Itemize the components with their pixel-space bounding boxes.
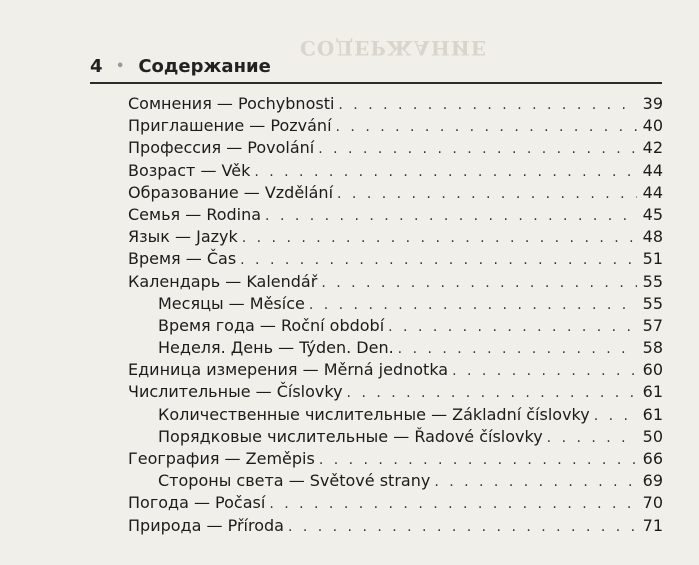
toc-entry-title: Профессия — Povolání bbox=[128, 138, 315, 158]
dot-leader bbox=[434, 474, 637, 490]
dot-leader bbox=[318, 141, 637, 157]
toc-entry-page: 58 bbox=[642, 338, 663, 358]
toc-entry-title: Образование — Vzdělání bbox=[128, 182, 334, 202]
toc-entry-title: Количественные числительные — Základní číslovky bbox=[158, 404, 590, 424]
toc-entry-title: Сомнения — Pochybnosti bbox=[128, 94, 335, 113]
toc-entry bbox=[128, 183, 663, 205]
toc-entry-title: Числительные — Číslovky bbox=[128, 382, 343, 402]
toc-entry bbox=[128, 360, 663, 382]
toc-entry bbox=[128, 471, 663, 493]
dot-leader bbox=[336, 119, 637, 135]
toc-entry bbox=[128, 205, 663, 227]
dot-leader bbox=[265, 208, 637, 224]
toc-entry-title: Природа — Příroda bbox=[128, 515, 284, 535]
toc-entry-title: Стороны света — Světové strany bbox=[158, 471, 431, 491]
bullet-icon: • bbox=[116, 59, 125, 74]
toc-entry bbox=[128, 382, 663, 404]
toc-entry-page: 44 bbox=[642, 160, 663, 180]
toc-entry bbox=[128, 427, 663, 449]
dot-leader bbox=[388, 319, 637, 335]
dot-leader bbox=[288, 519, 637, 535]
dot-leader bbox=[242, 230, 637, 246]
toc-entry-page: 61 bbox=[642, 382, 663, 402]
dot-leader bbox=[337, 186, 637, 202]
dot-leader bbox=[240, 252, 637, 268]
toc-entry bbox=[128, 94, 663, 116]
dot-leader bbox=[398, 341, 637, 357]
toc-entry-title: Возраст — Věk bbox=[128, 160, 251, 180]
toc-entry bbox=[128, 249, 663, 271]
dot-leader bbox=[269, 496, 637, 512]
toc-entry-title: Время — Čas bbox=[128, 249, 237, 269]
toc-entry-title: Погода — Počasí bbox=[128, 493, 266, 513]
toc-entry-page: 57 bbox=[642, 315, 663, 335]
toc-entry-page: 71 bbox=[642, 515, 663, 535]
toc-entry-page: 48 bbox=[642, 227, 663, 247]
dot-leader bbox=[347, 385, 637, 401]
dot-leader bbox=[319, 452, 637, 468]
toc-entry bbox=[128, 316, 663, 338]
toc-entry-title: Единица измерения — Měrná jednotka bbox=[128, 360, 449, 380]
toc-entry-title: Порядковые числительные — Řadové číslovky bbox=[158, 426, 543, 446]
dot-leader bbox=[254, 164, 637, 180]
page-header bbox=[90, 56, 660, 77]
toc-entry-title: Время года — Roční období bbox=[158, 315, 385, 335]
dot-leader bbox=[452, 363, 637, 379]
dot-leader bbox=[338, 97, 637, 113]
dot-leader bbox=[309, 297, 637, 313]
bleed-through-text: СОДЕРЖАНИЕ bbox=[300, 36, 487, 60]
toc-entry-title: Семья — Rodina bbox=[128, 204, 262, 224]
toc-entry-page: 44 bbox=[642, 182, 663, 202]
toc-entry-title: Язык — Jazyk bbox=[128, 227, 238, 247]
header-rule bbox=[90, 82, 662, 84]
toc-entry-page: 45 bbox=[642, 204, 663, 224]
toc-entry bbox=[128, 161, 663, 183]
toc-entry bbox=[128, 449, 663, 471]
dot-leader bbox=[321, 275, 637, 291]
toc-entry-title: Приглашение — Pozvání bbox=[128, 116, 332, 136]
dot-leader bbox=[594, 408, 637, 424]
toc-entry-title: Календарь — Kalendář bbox=[128, 271, 318, 291]
toc-entry bbox=[128, 294, 663, 316]
toc-entry-page: 66 bbox=[642, 449, 663, 468]
toc-entry-page: 39 bbox=[642, 94, 663, 113]
toc-entry-page: 70 bbox=[642, 493, 663, 513]
toc-entry-title: Неделя. День — Týden. Den. bbox=[158, 338, 394, 358]
toc-entry-title: География — Zeměpis bbox=[128, 449, 315, 468]
table-of-contents bbox=[128, 94, 663, 538]
dot-leader bbox=[547, 430, 637, 446]
toc-entry bbox=[128, 405, 663, 427]
toc-entry-page: 50 bbox=[642, 426, 663, 446]
toc-entry bbox=[128, 516, 663, 538]
toc-entry bbox=[128, 493, 663, 515]
toc-entry-page: 55 bbox=[642, 271, 663, 291]
toc-entry-page: 51 bbox=[642, 249, 663, 269]
section-title: Содержание bbox=[138, 56, 271, 77]
toc-entry bbox=[128, 227, 663, 249]
toc-entry-page: 61 bbox=[642, 404, 663, 424]
toc-entry-page: 42 bbox=[642, 138, 663, 158]
toc-entry-page: 40 bbox=[642, 116, 663, 136]
toc-entry bbox=[128, 338, 663, 360]
toc-entry-page: 60 bbox=[642, 360, 663, 380]
toc-entry-title: Месяцы — Měsíce bbox=[158, 293, 305, 313]
toc-entry bbox=[128, 116, 663, 138]
toc-entry-page: 69 bbox=[642, 471, 663, 491]
page-number: 4 bbox=[90, 56, 103, 77]
toc-entry-page: 55 bbox=[642, 293, 663, 313]
toc-entry bbox=[128, 138, 663, 160]
toc-entry bbox=[128, 272, 663, 294]
